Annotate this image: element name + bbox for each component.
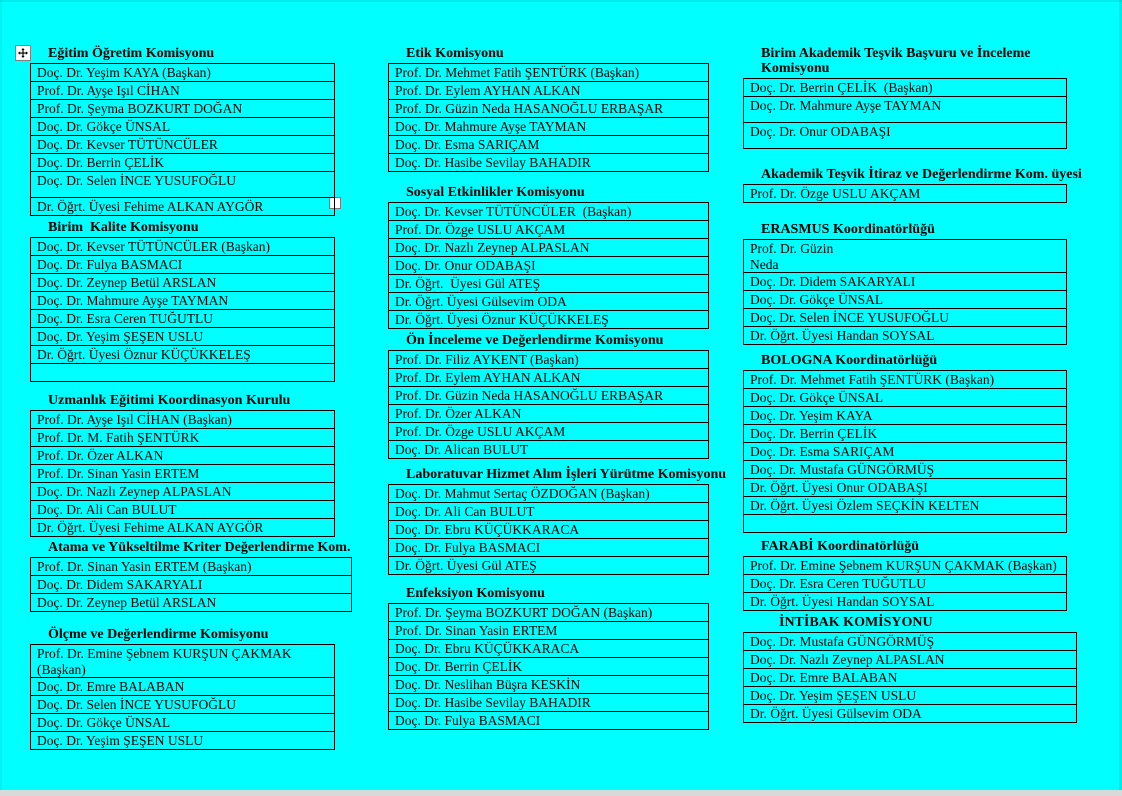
member-row[interactable]: Prof. Dr. Şeyma BOZKURT DOĞAN (31, 100, 334, 118)
members-table (743, 78, 1067, 149)
commission-title[interactable]: ERASMUS Koordinatörlüğü (761, 222, 935, 237)
member-row[interactable]: Prof. Dr. Sinan Yasin ERTEM (Başkan) (31, 558, 351, 576)
member-row[interactable]: Prof. Dr. Özer ALKAN (389, 405, 708, 423)
members-table (388, 603, 709, 730)
member-row[interactable]: Doç. Dr. Mustafa GÜNGÖRMÜŞ (744, 633, 1076, 651)
member-row[interactable]: Doç. Dr. Fulya BASMACI (395, 713, 541, 728)
commission-title[interactable]: Laboratuvar Hizmet Alım İşleri Yürütme Komisyonu (406, 467, 727, 482)
member-row[interactable]: Dr. Öğrt. Üyesi Handan SOYSAL (750, 328, 935, 343)
member-row[interactable]: Dr. Öğrt. Üyesi Gülsevim ODA (389, 293, 708, 311)
member-row[interactable]: Prof. Dr. Sinan Yasin ERTEM (389, 622, 708, 640)
member-row[interactable]: Prof. Dr. Mehmet Fatih ŞENTÜRK (Başkan) (389, 64, 708, 82)
commission-section (743, 167, 1087, 203)
member-row[interactable]: Doç. Dr. Kevser TÜTÜNCÜLER (Başkan) (389, 203, 708, 221)
commission-section (30, 393, 364, 537)
member-row[interactable]: Dr. Öğrt. Üyesi Öznur KÜÇÜKKELEŞ (395, 312, 609, 327)
member-row[interactable] (31, 645, 334, 678)
commission-title[interactable]: Ön İnceleme ve Değerlendirme Komisyonu (406, 333, 664, 348)
member-row[interactable]: Doç. Dr. Yeşim KAYA (744, 407, 1066, 425)
page-left-edge (0, 0, 2, 796)
member-row[interactable]: Doç. Dr. Hasibe Sevilay BAHADIR (389, 694, 708, 712)
member-row[interactable]: Doç. Dr. Mahmure Ayşe TAYMAN (31, 292, 334, 310)
member-row[interactable]: Doç. Dr. Alican BULUT (395, 442, 529, 457)
members-table (388, 202, 709, 329)
member-row[interactable]: Doç. Dr. Emre BALABAN (31, 678, 334, 696)
column-right (743, 46, 1087, 723)
member-row[interactable]: Doç. Dr. Esma SARIÇAM (389, 136, 708, 154)
member-row[interactable]: Doç. Dr. Kevser TÜTÜNCÜLER (31, 136, 334, 154)
commission-section (743, 222, 1087, 345)
member-row[interactable]: Doç. Dr. Gökçe ÜNSAL (31, 118, 334, 136)
commission-section (743, 46, 1087, 149)
members-table (30, 644, 335, 750)
member-row[interactable]: Doç. Dr. Nazlı Zeynep ALPASLAN (744, 651, 1076, 669)
commission-title[interactable] (743, 46, 1087, 76)
member-row[interactable]: Doç. Dr. Nazlı Zeynep ALPASLAN (389, 239, 708, 257)
member-row[interactable]: Doç. Dr. Neslihan Büşra KESKİN (389, 676, 708, 694)
commission-title[interactable]: Sosyal Etkinlikler Komisyonu (406, 185, 585, 200)
member-row[interactable]: Prof. Dr. Güzin Neda HASANOĞLU ERBAŞAR (389, 387, 708, 405)
member-row[interactable]: Prof. Dr. Ayşe Işıl CİHAN (31, 82, 334, 100)
member-row[interactable]: Doç. Dr. Kevser TÜTÜNCÜLER (Başkan) (31, 238, 334, 256)
member-row[interactable]: Doç. Dr. Mustafa GÜNGÖRMÜŞ (744, 461, 1066, 479)
commission-title[interactable]: Etik Komisyonu (406, 46, 504, 61)
member-row[interactable]: Prof. Dr. Eylem AYHAN ALKAN (389, 369, 708, 387)
member-row[interactable]: Prof. Dr. M. Fatih ŞENTÜRK (31, 429, 334, 447)
member-row[interactable]: Doç. Dr. Selen İNCE YUSUFOĞLU (744, 309, 1066, 327)
member-row[interactable]: Doç. Dr. Esma SARIÇAM (744, 443, 1066, 461)
column-middle (388, 46, 727, 730)
commission-section (388, 467, 727, 575)
commission-section (388, 333, 722, 459)
member-row[interactable]: Doç. Dr. Berrin ÇELİK (744, 425, 1066, 443)
member-row[interactable]: Doç. Dr. Berrin ÇELİK (31, 154, 334, 172)
member-name-line1: Prof. Dr. Güzin Neda (750, 241, 837, 272)
member-row[interactable]: Prof. Dr. Ayşe Işıl CİHAN (Başkan) (31, 411, 334, 429)
commission-title[interactable]: BOLOGNA Koordinatörlüğü (761, 353, 938, 368)
member-row[interactable]: Prof. Dr. Özge USLU AKÇAM (389, 221, 708, 239)
members-table (30, 410, 335, 537)
member-row[interactable]: Doç. Dr. Mahmut Sertaç ÖZDOĞAN (Başkan) (389, 485, 708, 503)
member-row[interactable]: Prof. Dr. Emine Şebnem KURŞUN ÇAKMAK (Başkan) (744, 557, 1066, 575)
member-row[interactable]: Prof. Dr. Eylem AYHAN ALKAN (389, 82, 708, 100)
members-table (30, 63, 335, 216)
member-row[interactable]: Doç. Dr. Nazlı Zeynep ALPASLAN (31, 483, 334, 501)
member-row[interactable]: Doç. Dr. Hasibe Sevilay BAHADIR (395, 155, 591, 170)
member-row[interactable]: Dr. Öğrt. Üyesi Handan SOYSAL (750, 594, 935, 609)
commission-title-line1: Birim Akademik Teşvik Başvuru ve İnceleme (761, 46, 1031, 61)
member-row[interactable]: Doç. Dr. Ali Can BULUT (31, 501, 334, 519)
members-table (743, 632, 1077, 723)
empty-row[interactable] (31, 364, 334, 381)
members-table (30, 557, 352, 612)
member-row[interactable]: Doç. Dr. Selen İNCE YUSUFOĞLU (31, 172, 334, 198)
member-row[interactable]: Prof. Dr. Mehmet Fatih ŞENTÜRK (Başkan) (744, 371, 1066, 389)
commission-title[interactable]: İNTİBAK KOMİSYONU (779, 615, 933, 630)
member-name-line1: Prof. Dr. Emine Şebnem KURŞUN ÇAKMAK (37, 646, 292, 661)
member-row[interactable]: Doç. Dr. Onur ODABAŞI (389, 257, 708, 275)
commission-section (743, 353, 1087, 533)
member-row[interactable]: Dr. Öğrt. Üyesi Gül ATEŞ (389, 275, 708, 293)
commission-section (388, 185, 722, 329)
members-table (30, 237, 335, 382)
member-row[interactable]: Prof. Dr. Filiz AYKENT (Başkan) (389, 351, 708, 369)
commission-title[interactable]: Birim Kalite Komisyonu (48, 220, 199, 235)
member-row[interactable]: Doç. Dr. Berrin ÇELİK (Başkan) (744, 79, 1066, 97)
page-top-edge (0, 0, 1122, 2)
member-row[interactable]: Doç. Dr. Selen İNCE YUSUFOĞLU (31, 696, 334, 714)
member-row[interactable]: Prof. Dr. Özge USLU AKÇAM (389, 423, 708, 441)
member-row[interactable]: Prof. Dr. Güzin Neda HASANOĞLU ERBAŞAR (389, 100, 708, 118)
members-table (388, 63, 709, 172)
member-row[interactable]: Doç. Dr. Mahmure Ayşe TAYMAN (389, 118, 708, 136)
member-row[interactable]: Doç. Dr. Berrin ÇELİK (389, 658, 708, 676)
commission-title[interactable]: Uzmanlık Eğitimi Koordinasyon Kurulu (48, 393, 291, 408)
members-table (743, 239, 1067, 345)
member-name-line2: (Başkan) (37, 662, 86, 677)
member-row[interactable]: Doç. Dr. Didem SAKARYALI (31, 576, 351, 594)
member-row[interactable]: Doç. Dr. Esra Ceren TUĞUTLU (744, 575, 1066, 593)
page-bottom-edge (0, 790, 1122, 796)
member-row[interactable] (744, 240, 1066, 273)
member-row[interactable]: Dr. Öğrt. Üyesi Özlem SEÇKİN KELTEN (744, 497, 1066, 515)
member-row[interactable]: Doç. Dr. Ali Can BULUT (389, 503, 708, 521)
member-row[interactable]: Doç. Dr. Yeşim ŞEŞEN USLU (31, 328, 334, 346)
commission-section (743, 539, 1087, 611)
member-row[interactable]: Doç. Dr. Ebru KÜÇÜKKARACA (389, 521, 708, 539)
members-table (388, 350, 709, 459)
column-left (30, 46, 364, 750)
commission-title[interactable]: Akademik Teşvik İtiraz ve Değerlendirme Kom. üyesi (761, 167, 1082, 182)
member-row[interactable]: Doç. Dr. Onur ODABAŞI (750, 124, 891, 139)
commission-section (30, 220, 364, 382)
commission-section (388, 586, 722, 730)
member-row[interactable]: Doç. Dr. Gökçe ÜNSAL (744, 291, 1066, 309)
commission-title[interactable]: Atama ve Yükseltilme Kriter Değerlendirme Kom. (48, 540, 351, 555)
member-row[interactable]: Prof. Dr. Özge USLU AKÇAM (750, 186, 921, 201)
member-row[interactable]: Doç. Dr. Emre BALABAN (744, 669, 1076, 687)
member-row[interactable]: Doç. Dr. Gökçe ÜNSAL (744, 389, 1066, 407)
member-row[interactable]: Doç. Dr. Esra Ceren TUĞUTLU (31, 310, 334, 328)
member-row[interactable]: Doç. Dr. Gökçe ÜNSAL (31, 714, 334, 732)
member-row[interactable]: Doç. Dr. Mahmure Ayşe TAYMAN (744, 97, 1066, 123)
commission-section (30, 46, 364, 216)
member-row[interactable]: Doç. Dr. Fulya BASMACI (31, 256, 334, 274)
member-row[interactable]: Doç. Dr. Zeynep Betül ARSLAN (31, 274, 334, 292)
commission-title[interactable]: Eğitim Öğretim Komisyonu (48, 46, 215, 61)
member-row[interactable]: Doç. Dr. Yeşim KAYA (Başkan) (31, 64, 334, 82)
members-table (743, 370, 1067, 533)
members-table (743, 556, 1067, 611)
member-row[interactable]: Doç. Dr. Ebru KÜÇÜKKARACA (389, 640, 708, 658)
member-row[interactable]: Prof. Dr. Özer ALKAN (31, 447, 334, 465)
commission-section (388, 46, 722, 172)
member-row[interactable]: Dr. Öğrt. Üyesi Onur ODABAŞI (744, 479, 1066, 497)
member-row[interactable]: Doç. Dr. Yeşim ŞEŞEN USLU (744, 687, 1076, 705)
member-row[interactable]: Dr. Öğrt. Üyesi Gülsevim ODA (750, 706, 922, 721)
commission-title[interactable]: Ölçme ve Değerlendirme Komisyonu (48, 627, 269, 642)
commission-title[interactable]: Enfeksiyon Komisyonu (406, 586, 545, 601)
commission-section (30, 540, 364, 612)
member-row[interactable]: Dr. Öğrt. Üyesi Öznur KÜÇÜKKELEŞ (31, 346, 334, 364)
commission-section (743, 615, 1087, 723)
members-table (388, 484, 709, 575)
member-row[interactable]: Doç. Dr. Didem SAKARYALI (744, 273, 1066, 291)
commission-title[interactable]: FARABİ Koordinatörlüğü (761, 539, 920, 554)
member-row[interactable]: Prof. Dr. Şeyma BOZKURT DOĞAN (Başkan) (389, 604, 708, 622)
member-row[interactable]: Dr. Öğrt. Üyesi Gül ATEŞ (395, 558, 537, 573)
member-row[interactable]: Doç. Dr. Yeşim ŞEŞEN USLU (37, 733, 204, 748)
member-row[interactable]: Prof. Dr. Sinan Yasin ERTEM (31, 465, 334, 483)
member-row[interactable]: Doç. Dr. Zeynep Betül ARSLAN (37, 595, 217, 610)
member-row[interactable]: Dr. Öğrt. Üyesi Fehime ALKAN AYGÖR (37, 199, 264, 214)
commission-section (30, 627, 364, 750)
member-row[interactable]: Dr. Öğrt. Üyesi Fehime ALKAN AYGÖR (37, 520, 264, 535)
table-move-handle-icon[interactable] (15, 45, 31, 61)
commission-title-line2: Komisyonu (761, 61, 830, 76)
members-table (743, 184, 1067, 203)
member-row[interactable]: Doç. Dr. Fulya BASMACI (389, 539, 708, 557)
empty-row[interactable] (744, 515, 1066, 532)
